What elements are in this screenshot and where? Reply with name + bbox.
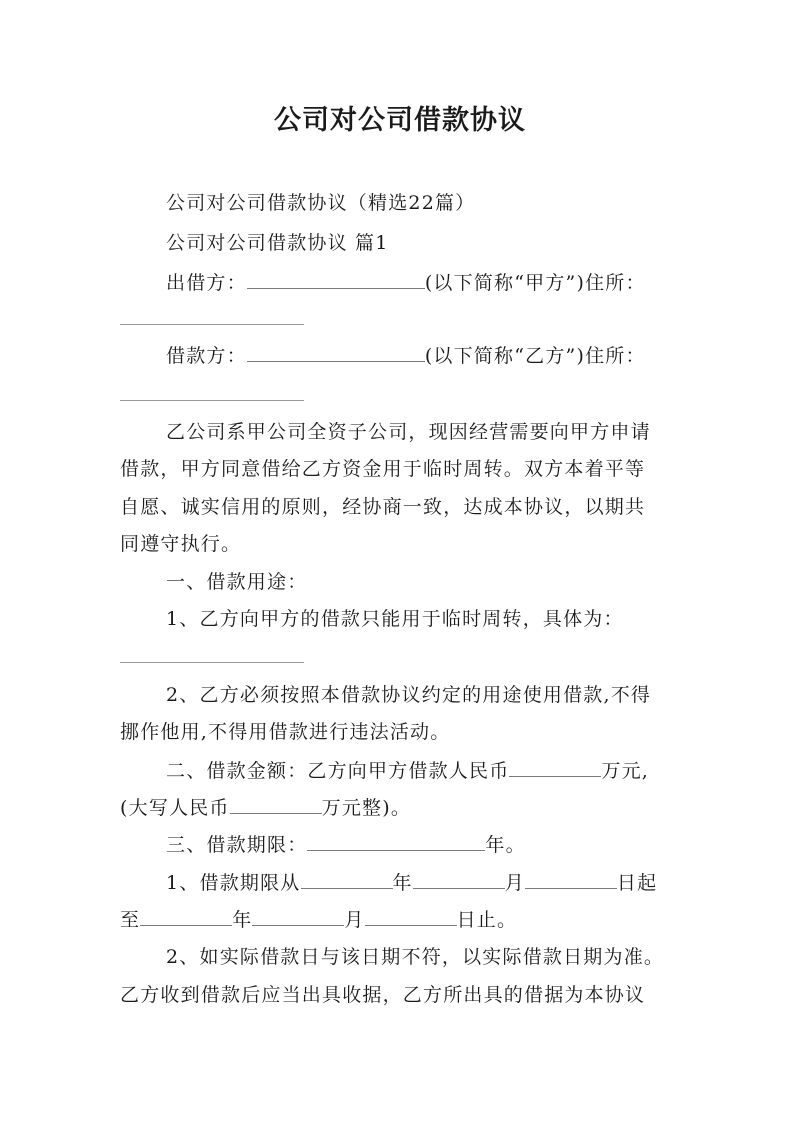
clause3-item1-suffix: 日起 xyxy=(616,872,658,894)
clause2-amount-suffix: 万元, xyxy=(601,760,650,782)
start-year-blank xyxy=(301,870,393,889)
clause2-upper-suffix: 万元整)。 xyxy=(321,797,412,819)
borrower-name-blank xyxy=(247,343,425,362)
clause3-prefix: 三、借款期限： xyxy=(166,834,308,856)
end-month-blank xyxy=(252,907,344,926)
clause2-line1 xyxy=(166,758,649,783)
start-month-blank xyxy=(413,870,505,889)
clause3-item1-line2 xyxy=(120,907,517,932)
term-blank xyxy=(307,832,485,851)
purpose-blank xyxy=(120,662,304,663)
lender-address-blank xyxy=(120,324,304,325)
clause3-item1-prefix: 1、借款期限从 xyxy=(166,872,301,894)
intro-line-3: 自愿、诚实信用的原则，经协商一致，达成本协议，以期共 xyxy=(120,496,646,518)
lender-suffix: (以下简称“甲方”)住所： xyxy=(424,272,646,294)
borrower-suffix: (以下简称“乙方”)住所： xyxy=(424,345,646,367)
clause3-item2-line1: 2、如实际借款日与该日期不符，以实际借款日期为准。 xyxy=(166,946,665,968)
end-month-label: 月 xyxy=(344,909,365,931)
clause3-suffix: 年。 xyxy=(485,834,526,856)
clause3-item1-line2-prefix: 至 xyxy=(120,909,141,931)
clause1-item2-line1: 2、乙方必须按照本借款协议约定的用途使用借款,不得 xyxy=(166,684,652,706)
start-month-label: 月 xyxy=(504,872,525,894)
intro-line-1: 乙公司系甲公司全资子公司，现因经营需要向甲方申请 xyxy=(166,421,651,443)
lender-line xyxy=(166,270,646,295)
clause2-upper-prefix: (大写人民币 xyxy=(120,797,230,819)
clause3-item2-line2: 乙方收到借款后应当出具收据，乙方所出具的借据为本协议 xyxy=(120,984,646,1006)
borrower-label: 借款方： xyxy=(166,345,247,367)
lender-label: 出借方： xyxy=(166,272,247,294)
intro-line-2: 借款，甲方同意借给乙方资金用于临时周转。双方本着平等 xyxy=(120,458,646,480)
clause2-amount-prefix: 二、借款金额：乙方向甲方借款人民币 xyxy=(166,760,510,782)
document-title: 公司对公司借款协议 xyxy=(274,105,526,136)
end-year-label: 年 xyxy=(232,909,253,931)
start-day-blank xyxy=(525,870,617,889)
lender-name-blank xyxy=(247,270,425,289)
clause3-item1-line2-suffix: 日止。 xyxy=(456,909,518,931)
end-day-blank xyxy=(365,907,457,926)
clause3-item1-line1 xyxy=(166,870,657,895)
clause2-line2 xyxy=(120,795,411,820)
clause1-item1: 1、乙方向甲方的借款只能用于临时周转，具体为： xyxy=(166,608,624,630)
end-year-blank xyxy=(140,907,232,926)
amount-blank xyxy=(509,758,601,777)
intro-line-4: 同遵守执行。 xyxy=(120,533,242,555)
clause1-item2-line2: 挪作他用,不得用借款进行违法活动。 xyxy=(120,721,451,743)
clause1-heading: 一、借款用途： xyxy=(166,571,308,593)
amount-upper-blank xyxy=(230,795,322,814)
borrower-address-blank xyxy=(120,400,304,401)
start-year-label: 年 xyxy=(392,872,413,894)
borrower-line xyxy=(166,343,646,368)
document-subtitle: 公司对公司借款协议（精选22篇） xyxy=(166,192,476,214)
section-heading: 公司对公司借款协议 篇1 xyxy=(166,232,389,254)
clause3-line xyxy=(166,832,526,857)
